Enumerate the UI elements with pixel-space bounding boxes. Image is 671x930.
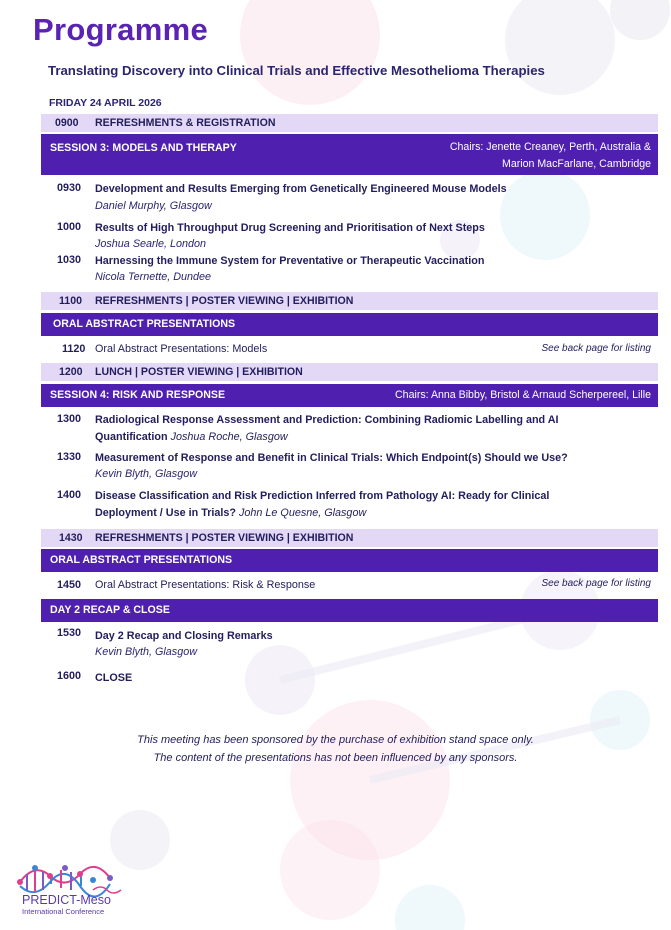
talk-speaker: Joshua Searle, London [95, 238, 207, 250]
logo-subtitle: International Conference [22, 907, 105, 916]
listing-note: See back page for listing [541, 343, 651, 354]
oral-abstract-header [41, 313, 658, 336]
talk-time: 1600 [57, 670, 82, 682]
talk-speaker: John Le Quesne, Glasgow [239, 507, 367, 519]
sponsor-disclaimer: The content of the presentations has not been influenced by any sponsors. [153, 752, 518, 764]
oral-abstract-header [41, 549, 658, 572]
talk-time: 0930 [57, 182, 82, 194]
talk-speaker: Kevin Blyth, Glasgow [95, 468, 198, 480]
talk-speaker: Joshua Roche, Glasgow [170, 431, 288, 443]
section-title: ORAL ABSTRACT PRESENTATIONS [53, 318, 236, 330]
band-label: REFRESHMENTS & REGISTRATION [95, 117, 276, 129]
talk-speaker: Nicola Ternette, Dundee [95, 271, 212, 283]
talk-time: 1300 [57, 413, 82, 425]
schedule-band-refreshments [41, 292, 658, 310]
talk-title: Disease Classification and Risk Prediction Inferred from Pathology AI: Ready for Clinical [95, 490, 550, 502]
band-label: LUNCH | POSTER VIEWING | EXHIBITION [95, 366, 303, 378]
listing-note: See back page for listing [541, 578, 651, 589]
talk-title-line: Deployment / Use in Trials? [95, 507, 236, 519]
talk-title: Harnessing the Immune System for Preventative or Therapeutic Vaccination [95, 255, 485, 267]
talk-time: 1400 [57, 489, 82, 501]
talk-title-cont [95, 505, 366, 522]
schedule-band-refreshments [41, 529, 658, 547]
logo-wordmark: PREDICT-Meso [22, 893, 111, 907]
session-chairs: Chairs: Jenette Creaney, Perth, Australia & [449, 141, 651, 153]
session-title: SESSION 3: MODELS AND THERAPY [50, 142, 237, 154]
session-chairs: Marion MacFarlane, Cambridge [502, 158, 651, 170]
talk-title: Measurement of Response and Benefit in Clinical Trials: Which Endpoint(s) Should we Use? [95, 452, 568, 464]
talk-time: 1000 [57, 221, 82, 233]
band-time: 1430 [59, 532, 83, 544]
schedule-band-lunch [41, 363, 658, 381]
band-time: 1200 [59, 366, 83, 378]
section-title: DAY 2 RECAP & CLOSE [50, 604, 170, 616]
talk-title: Radiological Response Assessment and Prediction: Combining Radiomic Labelling and AI [95, 414, 559, 426]
talk-title-cont [95, 429, 288, 446]
band-time: 1100 [59, 295, 82, 307]
band-time: 0900 [55, 117, 79, 129]
session-3-header [41, 134, 658, 175]
talk-title: Development and Results Emerging from Genetically Engineered Mouse Models [95, 183, 507, 195]
programme-date: FRIDAY 24 APRIL 2026 [49, 97, 162, 109]
session-title: SESSION 4: RISK AND RESPONSE [50, 389, 226, 401]
talk-title: Results of High Throughput Drug Screening and Prioritisation of Next Steps [95, 222, 485, 234]
page-title: Programme [33, 12, 208, 47]
recap-header [41, 599, 658, 622]
talk-title: CLOSE [95, 672, 133, 684]
talk-time: 1330 [57, 451, 82, 463]
sponsor-disclaimer: This meeting has been sponsored by the purchase of exhibition stand space only. [137, 734, 534, 746]
session-4-header [41, 384, 658, 407]
talk-time: 1120 [62, 343, 86, 355]
talk-title: Oral Abstract Presentations: Risk & Response [95, 579, 316, 591]
section-title: ORAL ABSTRACT PRESENTATIONS [50, 554, 233, 566]
talk-title: Oral Abstract Presentations: Models [95, 343, 268, 355]
talk-time: 1030 [57, 254, 82, 266]
schedule-band-refreshments-registration [41, 114, 658, 132]
page-subtitle: Translating Discovery into Clinical Trials and Effective Mesothelioma Therapies [48, 63, 545, 78]
band-label: REFRESHMENTS | POSTER VIEWING | EXHIBITION [95, 532, 354, 544]
talk-title-line: Quantification [95, 431, 168, 443]
talk-time: 1450 [57, 579, 82, 591]
talk-speaker: Kevin Blyth, Glasgow [95, 646, 198, 658]
band-label: REFRESHMENTS | POSTER VIEWING | EXHIBITION [95, 295, 354, 307]
talk-title: Day 2 Recap and Closing Remarks [95, 630, 273, 642]
talk-time: 1530 [57, 627, 82, 639]
session-chairs: Chairs: Anna Bibby, Bristol & Arnaud Scherpereel, Lille [395, 389, 651, 401]
talk-speaker: Daniel Murphy, Glasgow [95, 200, 212, 212]
